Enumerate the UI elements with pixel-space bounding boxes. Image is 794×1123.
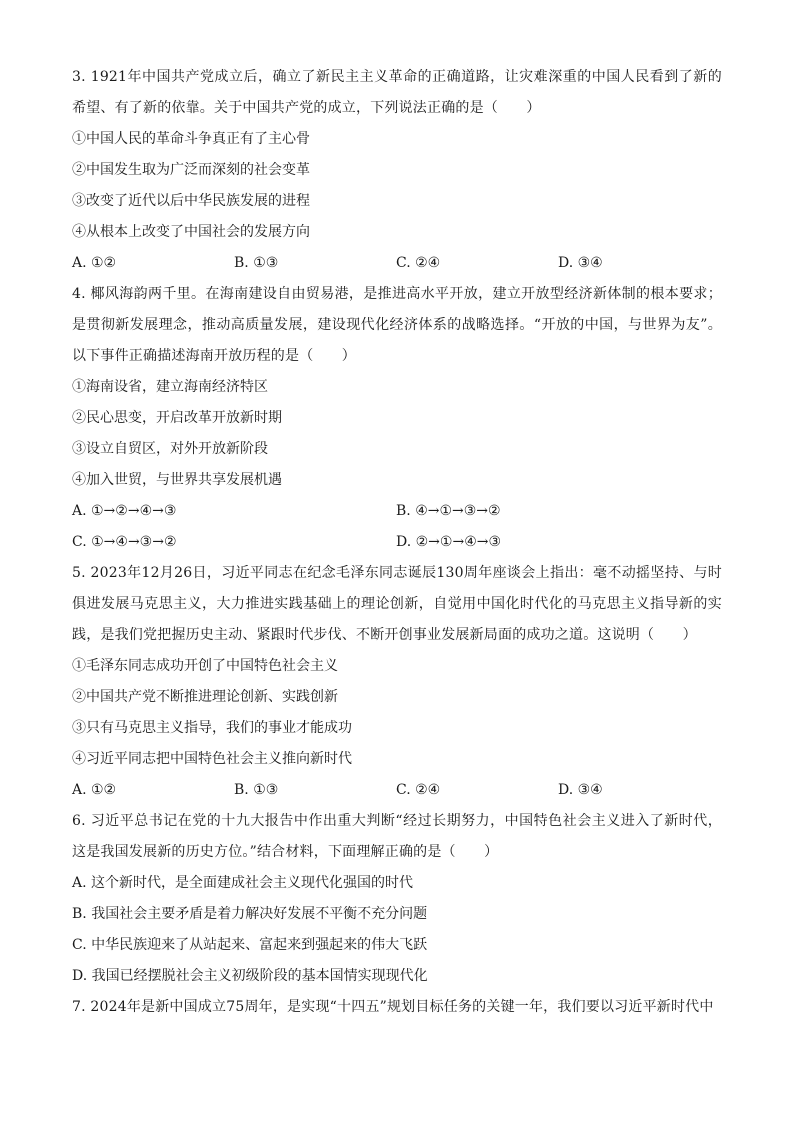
- question-3-stem: 3. 1921年中国共产党成立后，确立了新民主主义革命的正确道路，让灾难深重的中国人民看到了新的希望、有了新的依靠。关于中国共产党的成立，下列说法正确的是（ ）: [72, 69, 722, 116]
- question-6: [72, 806, 722, 992]
- question-5-item-2: ②中国共产党不断推进理论创新、实践创新: [72, 689, 338, 705]
- question-5-choice-a[interactable]: A. ①②: [72, 782, 117, 798]
- question-3-choices: [72, 248, 722, 279]
- question-3-choice-c[interactable]: C. ②④: [396, 255, 441, 271]
- question-5-choice-b[interactable]: B. ①③: [234, 782, 279, 798]
- question-7-stem: 7. 2024年是新中国成立75周年，是实现“十四五”规划目标任务的关键一年，我们要以习近平新时代中: [72, 999, 714, 1015]
- question-5-stem: 5. 2023年12月26日，习近平同志在纪念毛泽东同志诞辰130周年座谈会上指出：毫不动摇坚持、与时俱进发展马克思主义，大力推进实践基础上的理论创新，自觉用中国化时代化的马克思主义指导新的实践，是我们党把握历史主动、紧跟时代步伐、不断开创事业发展新局面的成功之道。这说明（ ）: [72, 565, 722, 643]
- question-3-choice-a[interactable]: A. ①②: [72, 255, 117, 271]
- question-4-item-3: ③设立自贸区，对外开放新阶段: [72, 441, 268, 457]
- question-4-choice-b[interactable]: B. ④→①→③→②: [396, 503, 501, 519]
- question-page: [72, 62, 722, 1023]
- question-5-choice-c[interactable]: C. ②④: [396, 782, 441, 798]
- question-7: [72, 992, 722, 1023]
- question-3-item-3: ③改变了近代以后中华民族发展的进程: [72, 193, 310, 209]
- question-4: [72, 279, 722, 558]
- question-4-item-4: ④加入世贸，与世界共享发展机遇: [72, 472, 282, 488]
- question-6-stem: 6. 习近平总书记在党的十九大报告中作出重大判断“经过长期努力，中国特色社会主义进入了新时代，这是我国发展新的历史方位。”结合材料，下面理解正确的是（ ）: [72, 813, 722, 860]
- question-4-choices-row-1: [72, 496, 722, 527]
- question-5: [72, 558, 722, 806]
- question-4-item-2: ②民心思变，开启改革开放新时期: [72, 410, 282, 426]
- question-4-item-1: ①海南设省，建立海南经济特区: [72, 379, 268, 395]
- question-6-choice-b[interactable]: B. 我国社会主要矛盾是着力解决好发展不平衡不充分问题: [72, 906, 428, 922]
- question-4-choices-row-2: [72, 527, 722, 558]
- question-5-item-4: ④习近平同志把中国特色社会主义推向新时代: [72, 751, 352, 767]
- question-4-stem: 4. 椰风海韵两千里。在海南建设自由贸易港，是推进高水平开放，建立开放型经济新体制的根本要求；是贯彻新发展理念，推动高质量发展，建设现代化经济体系的战略选择。“开放的中国，与世界为友”。以下事件正确描述海南开放历程的是（ ）: [72, 286, 722, 364]
- question-3-item-2: ②中国发生取为广泛而深刻的社会变革: [72, 162, 310, 178]
- question-4-choice-a[interactable]: A. ①→②→④→③: [72, 503, 177, 519]
- question-3-item-1: ①中国人民的革命斗争真正有了主心骨: [72, 131, 310, 147]
- question-6-choice-a[interactable]: A. 这个新时代，是全面建成社会主义现代化强国的时代: [72, 875, 414, 891]
- question-4-choice-d[interactable]: D. ②→①→④→③: [396, 534, 502, 550]
- question-5-choices: [72, 775, 722, 806]
- question-3-item-4: ④从根本上改变了中国社会的发展方向: [72, 224, 310, 240]
- question-5-item-1: ①毛泽东同志成功开创了中国特色社会主义: [72, 658, 338, 674]
- question-3-choice-b[interactable]: B. ①③: [234, 255, 279, 271]
- question-3: [72, 62, 722, 279]
- question-5-item-3: ③只有马克思主义指导，我们的事业才能成功: [72, 720, 352, 736]
- question-6-choice-d[interactable]: D. 我国已经摆脱社会主义初级阶段的基本国情实现现代化: [72, 968, 428, 984]
- question-4-choice-c[interactable]: C. ①→④→③→②: [72, 534, 177, 550]
- question-6-choice-c[interactable]: C. 中华民族迎来了从站起来、富起来到强起来的伟大飞跃: [72, 937, 428, 953]
- question-3-choice-d[interactable]: D. ③④: [558, 255, 603, 271]
- question-5-choice-d[interactable]: D. ③④: [558, 782, 603, 798]
